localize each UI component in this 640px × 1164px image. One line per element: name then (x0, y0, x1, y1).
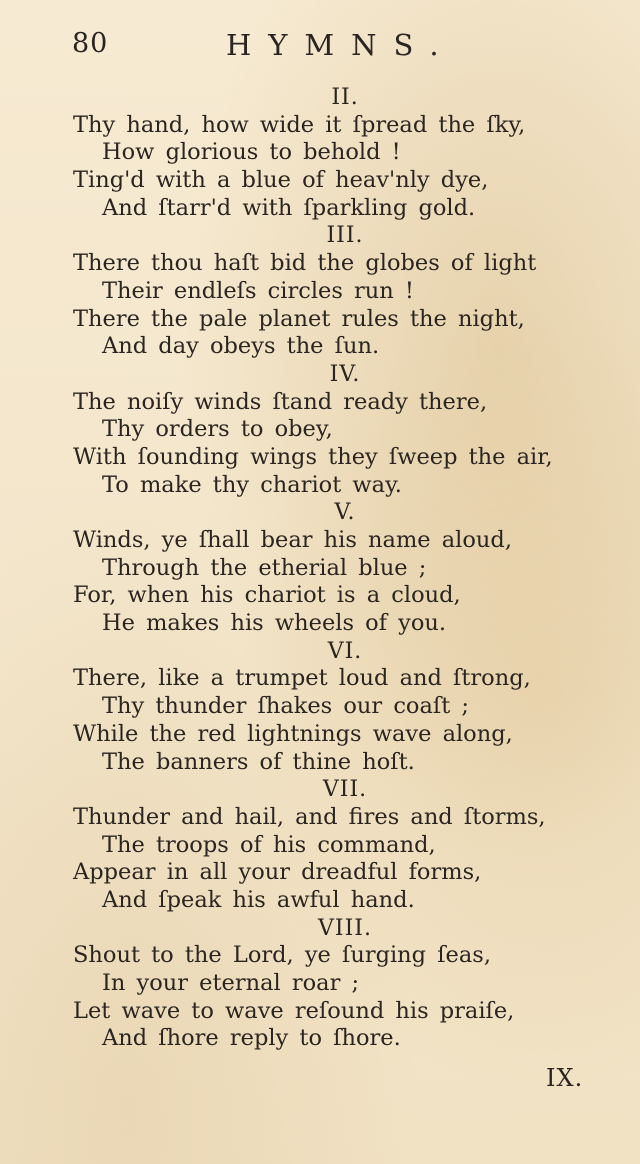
page-header (0, 28, 640, 68)
verse-line: Shout to the Lord, ye ſurging ſeas, (73, 942, 491, 969)
verse-line: Thy thunder ſhakes our coaſt ; (102, 693, 469, 720)
stanza (0, 638, 640, 776)
verse-line: Their endleſs circles run ! (102, 277, 414, 304)
verse-line: There thou haſt bid the globes of light (73, 250, 537, 277)
verse-line: The noiſy winds ſtand ready there, (73, 388, 488, 415)
verse-line: While the red lightnings wave along, (73, 720, 513, 747)
stanza (0, 361, 640, 499)
verse-line: Appear in all your dreadful forms, (73, 859, 482, 886)
verse-line: Through the etherial blue ; (102, 554, 427, 581)
verse-line: Ting'd with a blue of heav'nly dye, (73, 167, 489, 194)
stanza-number: VI. (327, 638, 363, 664)
verse-line: There, like a trumpet loud and ſtrong, (73, 665, 531, 692)
page-number: 80 (72, 28, 109, 59)
stanza-number: II. (331, 85, 359, 110)
verse-line: Let wave to wave reſound his praiſe, (73, 997, 515, 1024)
verse-line: Thy orders to obey, (102, 416, 333, 443)
verse-line: Thy hand, how wide it ſpread the ſky, (73, 111, 526, 138)
verse-line: For, when his chariot is a cloud, (73, 582, 461, 609)
verse-line: And ſpeak his awful hand. (102, 886, 415, 913)
running-title: HYMNS. (226, 28, 456, 62)
stanza-number: V. (334, 500, 356, 526)
catchword: IX. (546, 1064, 584, 1092)
stanza-number: VII. (322, 777, 368, 803)
verse-line: In your eternal roar ; (102, 970, 360, 996)
stanza-number: IV. (329, 361, 361, 387)
verse-line: How glorious to behold ! (102, 139, 401, 166)
verse-line: With ſounding wings they ſweep the air, (73, 443, 553, 470)
verse-line: The banners of thine hoſt. (102, 748, 415, 775)
stanza-number: VIII. (318, 915, 372, 941)
stanza (0, 499, 640, 637)
stanza (0, 776, 640, 914)
verse-line: To make thy chariot way. (102, 471, 402, 498)
verse-line: And ſtarr'd with ſparkling gold. (102, 194, 476, 221)
verse-line: He makes his wheels of you. (102, 610, 447, 637)
stanza (0, 84, 640, 222)
verse-line: The troops of his command, (102, 831, 436, 858)
verse-line: Thunder and hail, and fires and ſtorms, (73, 803, 546, 830)
stanza-number: III. (326, 223, 364, 249)
verse-line: Winds, ye ſhall bear his name aloud, (73, 527, 512, 553)
stanza (0, 915, 640, 1053)
stanza (0, 222, 640, 360)
verse-line: And day obeys the ſun. (102, 333, 380, 360)
verse-line: And ſhore reply to ſhore. (102, 1025, 401, 1052)
hymn-text (0, 84, 640, 1053)
verse-line: There the pale planet rules the night, (73, 305, 525, 332)
